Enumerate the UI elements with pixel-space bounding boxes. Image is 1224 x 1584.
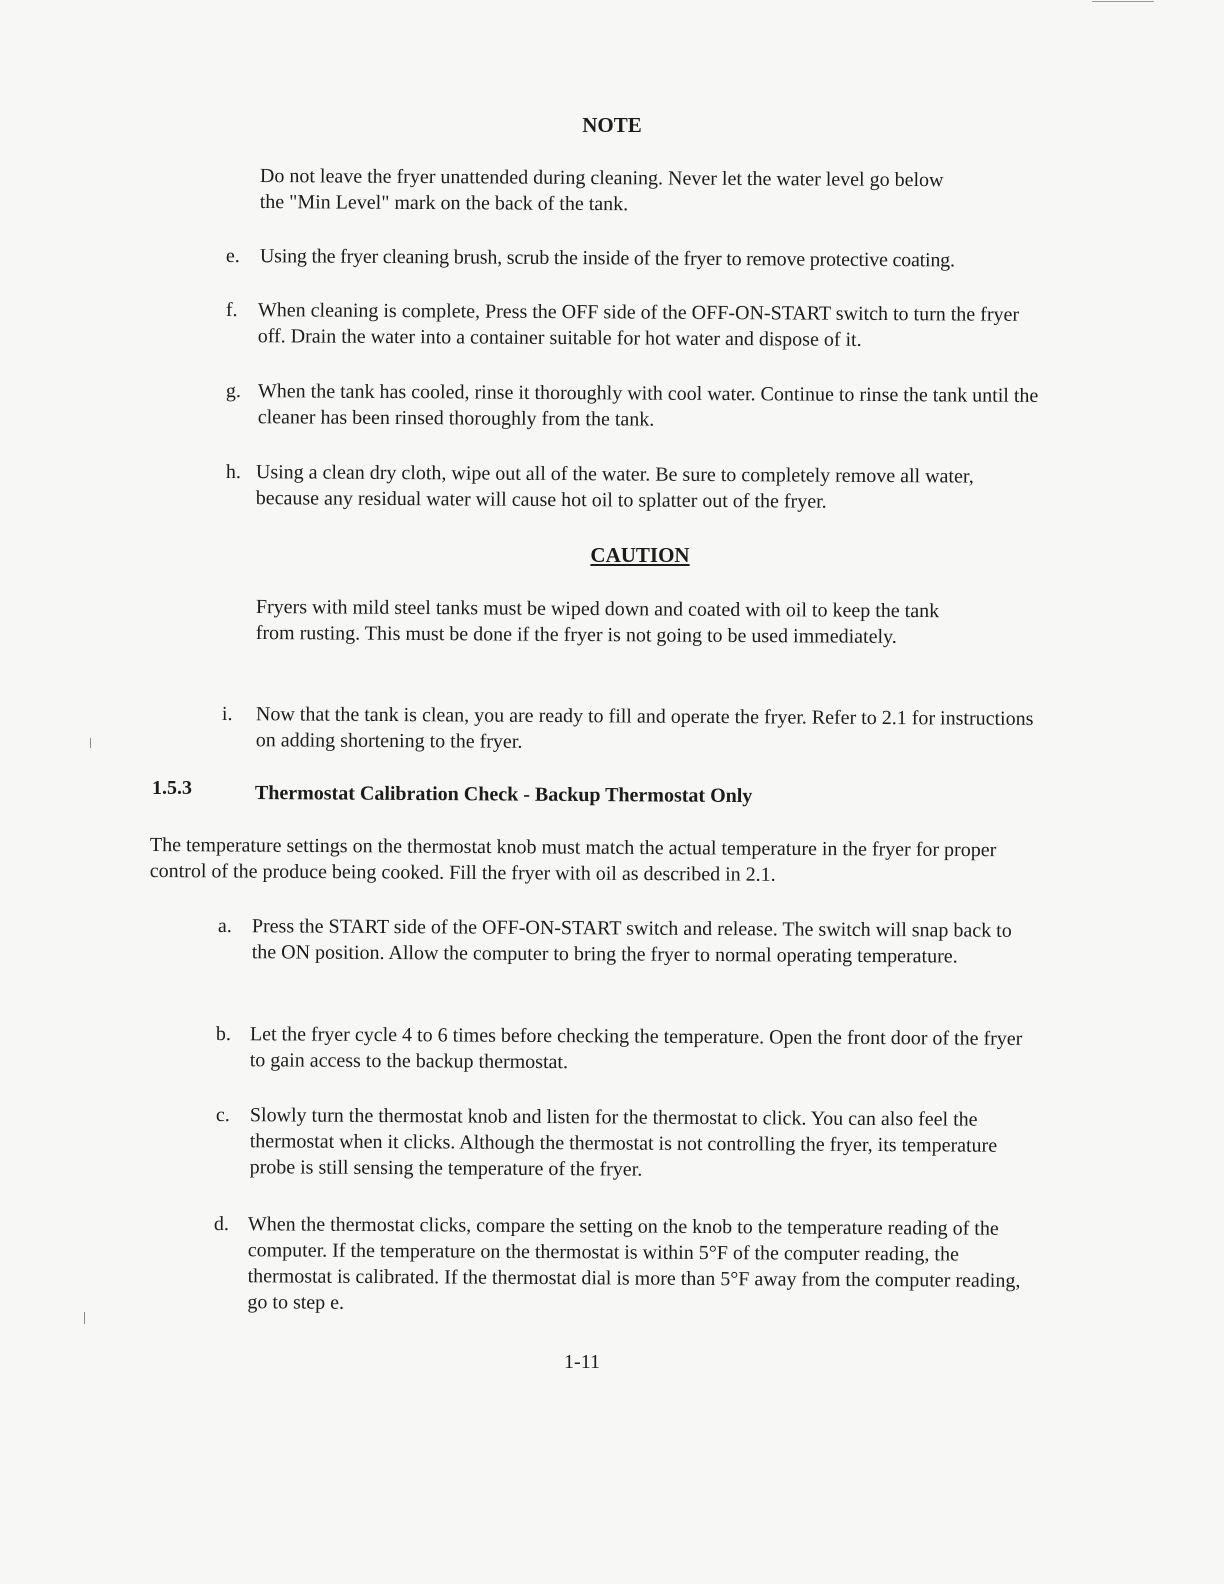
scan-mark xyxy=(90,738,91,748)
list-item-b xyxy=(215,1021,1031,1074)
list-item-text: When cleaning is complete, Press the OFF side of the OFF-ON-START switch to turn the fryer off. Drain the water into a container suitable for hot water and dispose of it. xyxy=(257,299,1020,351)
list-marker: f. xyxy=(225,298,238,322)
note-heading: NOTE xyxy=(582,113,642,137)
list-marker: c. xyxy=(215,1104,230,1127)
list-item-text: When the tank has cooled, rinse it thoroughly with cool water. Continue to rinse the tank until the cleaner has been rinsed thoroughly from the tank. xyxy=(257,380,1039,431)
list-item-a xyxy=(217,913,1033,968)
list-item-e xyxy=(225,243,1041,272)
list-item-i xyxy=(221,701,1037,753)
list-item-g xyxy=(225,378,1041,431)
caution-heading: CAUTION xyxy=(590,543,690,567)
page-number: 1-11 xyxy=(564,1351,600,1373)
section-intro: The temperature settings on the thermostat knob must match the actual temperature in the fryer for proper control of the produce being cooked. Fill the fryer with oil as described in 2.1. xyxy=(149,833,997,886)
list-marker: i. xyxy=(221,702,233,726)
list-marker: g. xyxy=(225,379,241,403)
list-marker: b. xyxy=(215,1022,231,1046)
list-marker: h. xyxy=(225,460,241,484)
list-item-text: Using a clean dry cloth, wipe out all of the water. Be sure to completely remove all water, because any residual water will cause hot oil to splatter out of the fryer. xyxy=(255,461,974,513)
scan-edge-line xyxy=(1092,1,1154,2)
scan-mark xyxy=(84,1312,85,1324)
section-number: 1.5.3 xyxy=(152,777,192,799)
section-title: Thermostat Calibration Check - Backup Thermostat Only xyxy=(254,782,753,808)
list-marker: e. xyxy=(225,244,240,268)
caution-text: Fryers with mild steel tanks must be wiped down and coated with oil to keep the tank from rusting. This must be done if the fryer is not going to be used immediately. xyxy=(255,595,940,648)
list-item-d xyxy=(213,1211,1029,1314)
list-item-text: Using the fryer cleaning brush, scrub the inside of the fryer to remove protective coating. xyxy=(259,245,955,272)
note-text: Do not leave the fryer unattended during cleaning. Never let the water level go below the "Min Level" mark on the back of the tank. xyxy=(259,164,944,216)
list-marker: d. xyxy=(213,1213,229,1236)
list-item-text: Press the START side of the OFF-ON-START switch and release. The switch will snap back to the ON position. Allow the computer to bring the fryer to normal operating temperature. xyxy=(251,915,1012,968)
list-item-c xyxy=(215,1102,1031,1181)
list-marker: a. xyxy=(217,914,232,938)
list-item-f xyxy=(225,297,1041,351)
list-item-h xyxy=(225,459,1041,513)
list-item-text: When the thermostat clicks, compare the setting on the knob to the temperature reading of the computer. If the temperature on the thermostat is within 5°F of the computer reading, the thermostat is calibrated. If the thermostat dial is more than 5°F away from the computer reading, go to step e. xyxy=(247,1213,1021,1314)
list-item-text: Slowly turn the thermostat knob and listen for the thermostat to click. You can also feel the thermostat when it clicks. Although the thermostat is not controlling the fryer, its temperature probe is still sensing the temperature of the fryer. xyxy=(249,1104,998,1181)
list-item-text: Now that the tank is clean, you are ready to fill and operate the fryer. Refer to 2.1 for instructions on adding shortening to the fryer. xyxy=(255,703,1034,753)
list-item-text: Let the fryer cycle 4 to 6 times before checking the temperature. Open the front door of the fryer to gain access to the backup thermostat. xyxy=(249,1023,1023,1074)
